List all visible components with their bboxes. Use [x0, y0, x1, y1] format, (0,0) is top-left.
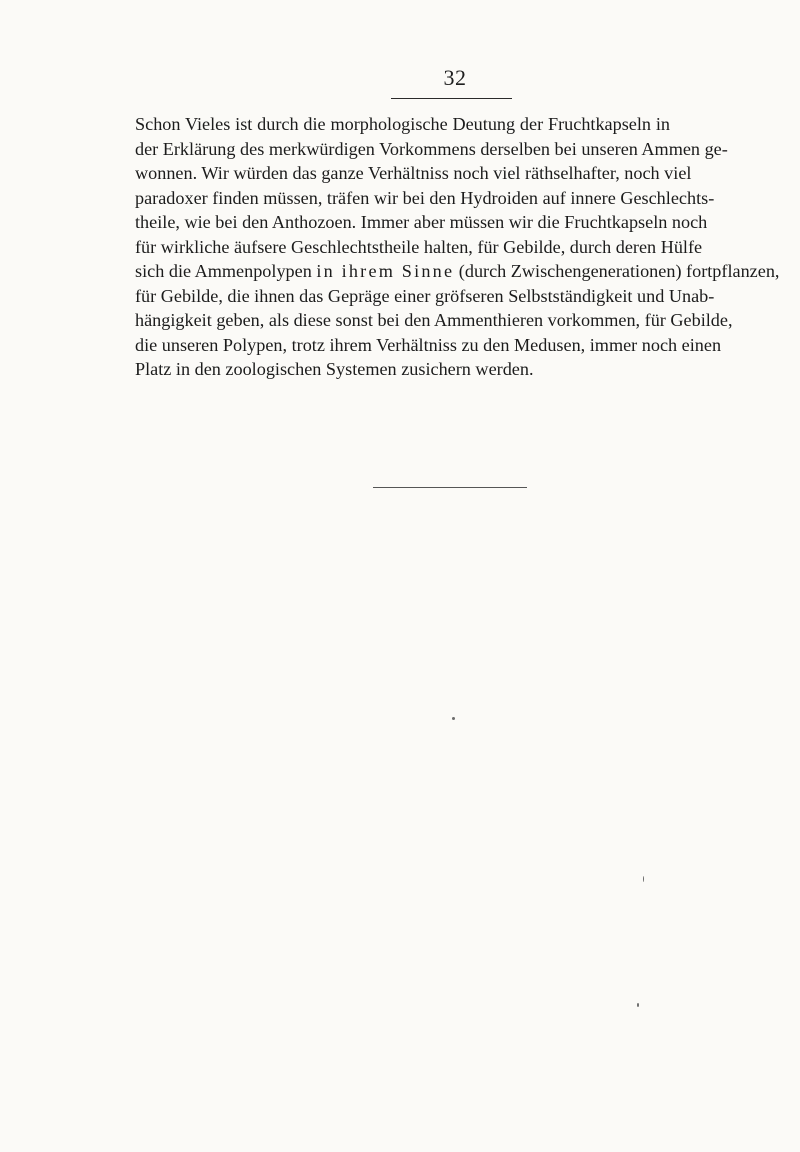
paper-speck [452, 717, 455, 720]
text-line-4: paradoxer finden müssen, träfen wir bei den Hydroiden auf innere Geschlechts- [135, 187, 715, 208]
paper-speck [637, 1003, 639, 1007]
text-line-5: theile, wie bei den Anthozoen. Immer aber müssen wir die Fruchtkapseln noch [135, 212, 708, 232]
text-line-11: Platz in den zoologischen Systemen zusichern werden. [135, 359, 534, 379]
text-line-9: hängigkeit geben, als diese sonst bei den Ammenthieren vorkommen, für Gebilde, [135, 310, 733, 330]
text-line-3: wonnen. Wir würden das ganze Verhältniss noch viel räthselhafter, noch viel [135, 163, 692, 183]
page-number: 32 [443, 65, 467, 90]
text-line-7-before: sich die Ammenpolypen [135, 261, 317, 281]
emphasized-phrase: in ihrem Sinne [316, 261, 455, 281]
text-line-7 [135, 259, 780, 284]
text-line-1: Schon Vieles ist durch die morphologische Deutung der Fruchtkapseln in [135, 114, 670, 134]
header-rule [391, 98, 512, 99]
text-line-10: die unseren Polypen, trotz ihrem Verhältniss zu den Medusen, immer noch einen [135, 334, 722, 355]
text-line-8: für Gebilde, die ihnen das Gepräge einer gröfseren Selbstständigkeit und Unab- [135, 285, 715, 306]
text-line-6: für wirkliche äufsere Geschlechtstheile halten, für Gebilde, durch deren Hülfe [135, 236, 703, 257]
section-end-rule [373, 487, 527, 488]
body-paragraph [135, 112, 780, 382]
text-line-7-after: (durch Zwischengenerationen) fortpflanzen, [454, 261, 780, 281]
paper-speck [643, 876, 644, 882]
text-line-2: der Erklärung des merkwürdigen Vorkommens derselben bei unseren Ammen ge- [135, 138, 728, 159]
